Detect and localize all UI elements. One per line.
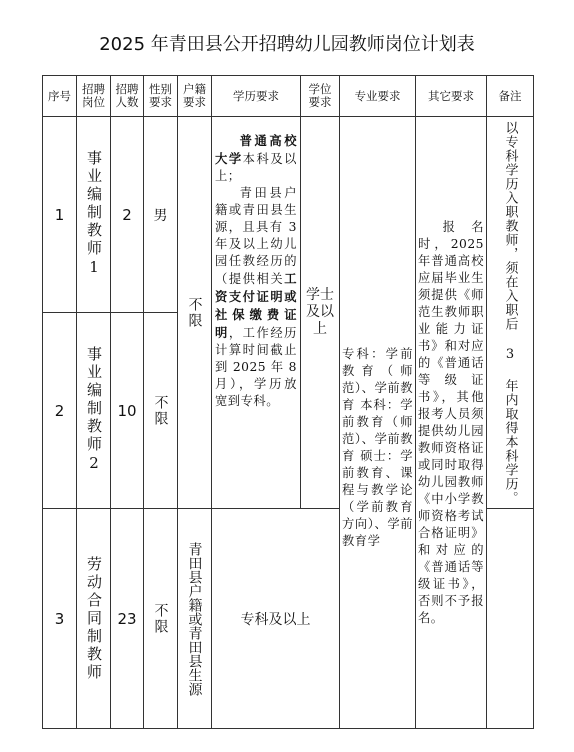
header-gender: 性别要求 (143, 75, 178, 117)
row2-position: 事业编制教师2 (76, 312, 111, 509)
row12-degree: 学士及以上 (300, 116, 340, 509)
row3-remark (486, 508, 534, 729)
header-remark: 备注 (486, 75, 534, 117)
header-education: 学历要求 (211, 75, 301, 117)
header-position: 招聘岗位 (76, 75, 111, 117)
page-title: 2025 年青田县公开招聘幼儿园教师岗位计划表 (99, 34, 475, 55)
row3-hukou: 青田县户籍或青田县生源 (177, 508, 212, 729)
row2-count: 10 (110, 312, 144, 509)
row1-seq: 1 (42, 116, 77, 313)
header-degree: 学位要求 (300, 75, 340, 117)
row1-count: 2 (110, 116, 144, 313)
row3-gender: 不限 (143, 508, 178, 729)
row3-count: 23 (110, 508, 144, 729)
row3-position: 劳动合同制教师 (76, 508, 111, 729)
row3-education: 专科及以上 (211, 508, 340, 729)
row12-hukou: 不限 (177, 116, 212, 509)
header-other: 其它要求 (415, 75, 487, 117)
row1-gender: 男 (143, 116, 178, 313)
row2-gender: 不限 (143, 312, 178, 509)
row2-seq: 2 (42, 312, 77, 509)
row3-seq: 3 (42, 508, 77, 729)
row12-remark: 以专科学历入职教师，须在入职后 3 年内取得本科学历。 (486, 116, 534, 509)
row12-education (211, 116, 301, 509)
row123-major: 专科：学前教育（师范）、学前教育 本科：学前教育（师范）、学前教育 硕士：学前教育、课程与教学论（学前教育方向）、学前教育学 (339, 116, 416, 729)
header-seq: 序号 (42, 75, 77, 117)
row123-other: 报名时，2025 年普通高校应届毕业生须提供《师范生教师职业能力证书》和对应的《普通话等级证书》，其他报考人员须提供幼儿园教师资格证或同时取得幼儿园教师《中小学教师资格考试合格证明》和对应的《普通话等级证书》，否则不予报名。 (415, 116, 487, 729)
header-count: 招聘人数 (110, 75, 144, 117)
education-requirement-text: 普通高校大学本科及以上； 青田县户籍或青田县生源，且具有 3 年及以上幼儿园任教经历的（提供相关工资支付证明或社保缴费证明，工作经历计算时间截止到 2025 年 8 月），学历放宽到专科。 (215, 133, 297, 408)
header-major: 专业要求 (339, 75, 416, 117)
header-hukou: 户籍要求 (177, 75, 212, 117)
row1-position: 事业编制教师1 (76, 116, 111, 313)
